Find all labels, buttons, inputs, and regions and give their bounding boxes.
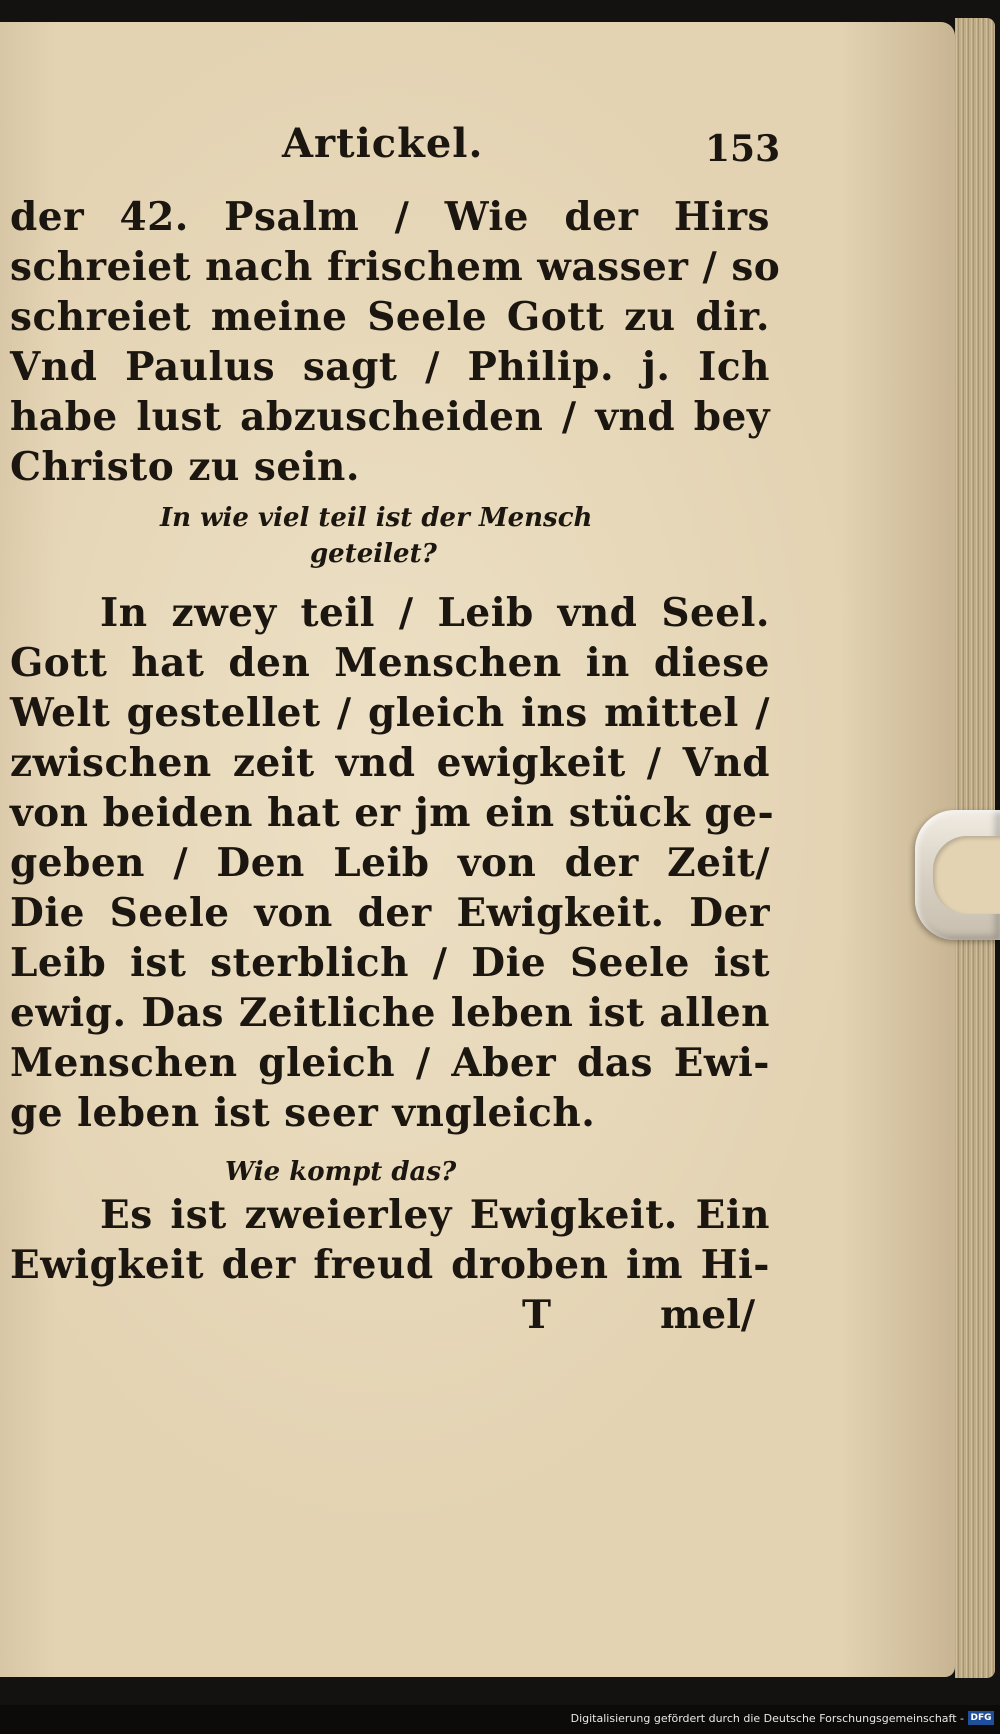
footer-bar — [0, 1705, 1000, 1734]
dfg-logo: DFG — [968, 1711, 994, 1725]
page-clip-inner — [933, 836, 1000, 914]
question-heading: In wie viel teil ist der Mensch — [160, 503, 593, 533]
page-text — [10, 120, 781, 1340]
text-line: Vnd Paulus sagt / Philip. j. Ich — [10, 344, 770, 390]
running-head: Artickel. — [282, 120, 484, 167]
funding-credit: Digitalisierung gefördert durch die Deutsche Forschungsgemeinschaft - — [570, 1712, 964, 1725]
paragraph-1 — [10, 192, 781, 492]
question-heading: Wie kompt das? — [225, 1157, 457, 1187]
paragraph-2 — [10, 588, 775, 1138]
text-line: Menschen gleich / Aber das Ewi- — [10, 1040, 770, 1086]
text-line: ge leben ist seer vngleich. — [10, 1090, 596, 1136]
page-number: 153 — [705, 128, 781, 170]
text-line: Die Seele von der Ewigkeit. Der — [10, 890, 770, 936]
text-line: habe lust abzuscheiden / vnd bey — [10, 394, 770, 440]
text-line: geben / Den Leib von der Zeit/ — [10, 840, 770, 886]
signature-mark: T — [522, 1292, 552, 1338]
question-heading-continued: geteilet? — [310, 539, 437, 569]
page-header — [10, 120, 781, 184]
page-clip — [915, 810, 1000, 940]
text-line: zwischen zeit vnd ewigkeit / Vnd — [10, 740, 770, 786]
text-line: ewig. Das Zeitliche leben ist allen — [10, 990, 770, 1036]
text-line: Es ist zweierley Ewigkeit. Ein — [100, 1192, 770, 1238]
catchword-line — [10, 1290, 770, 1340]
text-line: von beiden hat er jm ein stück ge- — [10, 790, 775, 836]
text-line: Ewigkeit der freud droben im Hi- — [10, 1242, 770, 1288]
text-line: Leib ist sterblich / Die Seele ist — [10, 940, 770, 986]
text-line: schreiet meine Seele Gott zu dir. — [10, 294, 770, 340]
text-line: der 42. Psalm / Wie der Hirs — [10, 194, 770, 240]
text-line: Christo zu sein. — [10, 444, 360, 490]
text-line: Welt gestellet / gleich ins mittel / — [10, 690, 770, 736]
text-line: Gott hat den Menschen in diese — [10, 640, 770, 686]
catchword: mel/ — [660, 1292, 756, 1338]
text-line: schreiet nach frischem wasser / so — [10, 244, 781, 290]
paragraph-3 — [10, 1190, 770, 1290]
text-line: In zwey teil / Leib vnd Seel. — [100, 590, 770, 636]
